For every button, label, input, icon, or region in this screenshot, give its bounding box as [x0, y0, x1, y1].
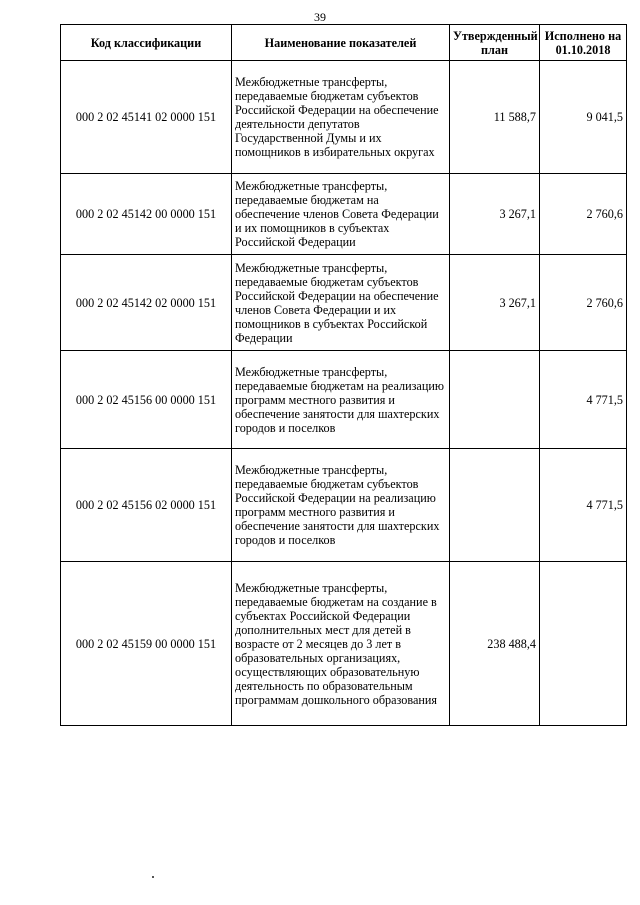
row-plan: 238 488,4 — [450, 562, 540, 726]
row-name: Межбюджетные трансферты, передаваемые бюджетам на реализацию программ местного развития и обеспечение занятости для шахтерских городов и поселков — [232, 351, 450, 449]
header-code: Код классификации — [61, 25, 232, 61]
page-number: 39 — [314, 10, 326, 24]
row-executed: 4 771,5 — [540, 449, 627, 562]
table-row — [61, 449, 627, 562]
row-name: Межбюджетные трансферты, передаваемые бюджетам субъектов Российской Федерации на обеспечение членов Совета Федерации и их помощников в субъектах Российской Федерации — [232, 255, 450, 351]
row-executed: 4 771,5 — [540, 351, 627, 449]
row-plan: 3 267,1 — [450, 255, 540, 351]
row-executed — [540, 562, 627, 726]
scan-speck — [152, 876, 154, 878]
table-row — [61, 255, 627, 351]
row-plan: 11 588,7 — [450, 61, 540, 174]
row-executed: 2 760,6 — [540, 174, 627, 255]
row-code: 000 2 02 45141 02 0000 151 — [61, 61, 232, 174]
row-executed: 9 041,5 — [540, 61, 627, 174]
row-plan: 3 267,1 — [450, 174, 540, 255]
row-name: Межбюджетные трансферты, передаваемые бюджетам на обеспечение членов Совета Федерации и их помощников в субъектах Российской Федерации — [232, 174, 450, 255]
header-executed: Исполнено на 01.10.2018 — [540, 25, 627, 61]
header-plan: Утвержденный план — [450, 25, 540, 61]
row-code: 000 2 02 45159 00 0000 151 — [61, 562, 232, 726]
row-name: Межбюджетные трансферты, передаваемые бюджетам субъектов Российской Федерации на реализацию программ местного развития и обеспечение занятости для шахтерских городов и поселков — [232, 449, 450, 562]
table-header-row — [61, 25, 627, 61]
header-name: Наименование показателей — [232, 25, 450, 61]
table-row — [61, 351, 627, 449]
row-executed: 2 760,6 — [540, 255, 627, 351]
row-code: 000 2 02 45142 02 0000 151 — [61, 255, 232, 351]
row-plan — [450, 351, 540, 449]
row-code: 000 2 02 45156 00 0000 151 — [61, 351, 232, 449]
row-code: 000 2 02 45142 00 0000 151 — [61, 174, 232, 255]
row-plan — [450, 449, 540, 562]
row-name: Межбюджетные трансферты, передаваемые бюджетам субъектов Российской Федерации на обеспечение деятельности депутатов Государственной Думы и их помощников в избирательных округах — [232, 61, 450, 174]
table-row — [61, 562, 627, 726]
row-name: Межбюджетные трансферты, передаваемые бюджетам на создание в субъектах Российской Федерации дополнительных мест для детей в возрасте от 2 месяцев до 3 лет в образовательных организациях, осуществляющих образовательную деятельность по образовательным программам дошкольного образования — [232, 562, 450, 726]
budget-table — [60, 24, 627, 726]
table-row — [61, 174, 627, 255]
table-row — [61, 61, 627, 174]
row-code: 000 2 02 45156 02 0000 151 — [61, 449, 232, 562]
